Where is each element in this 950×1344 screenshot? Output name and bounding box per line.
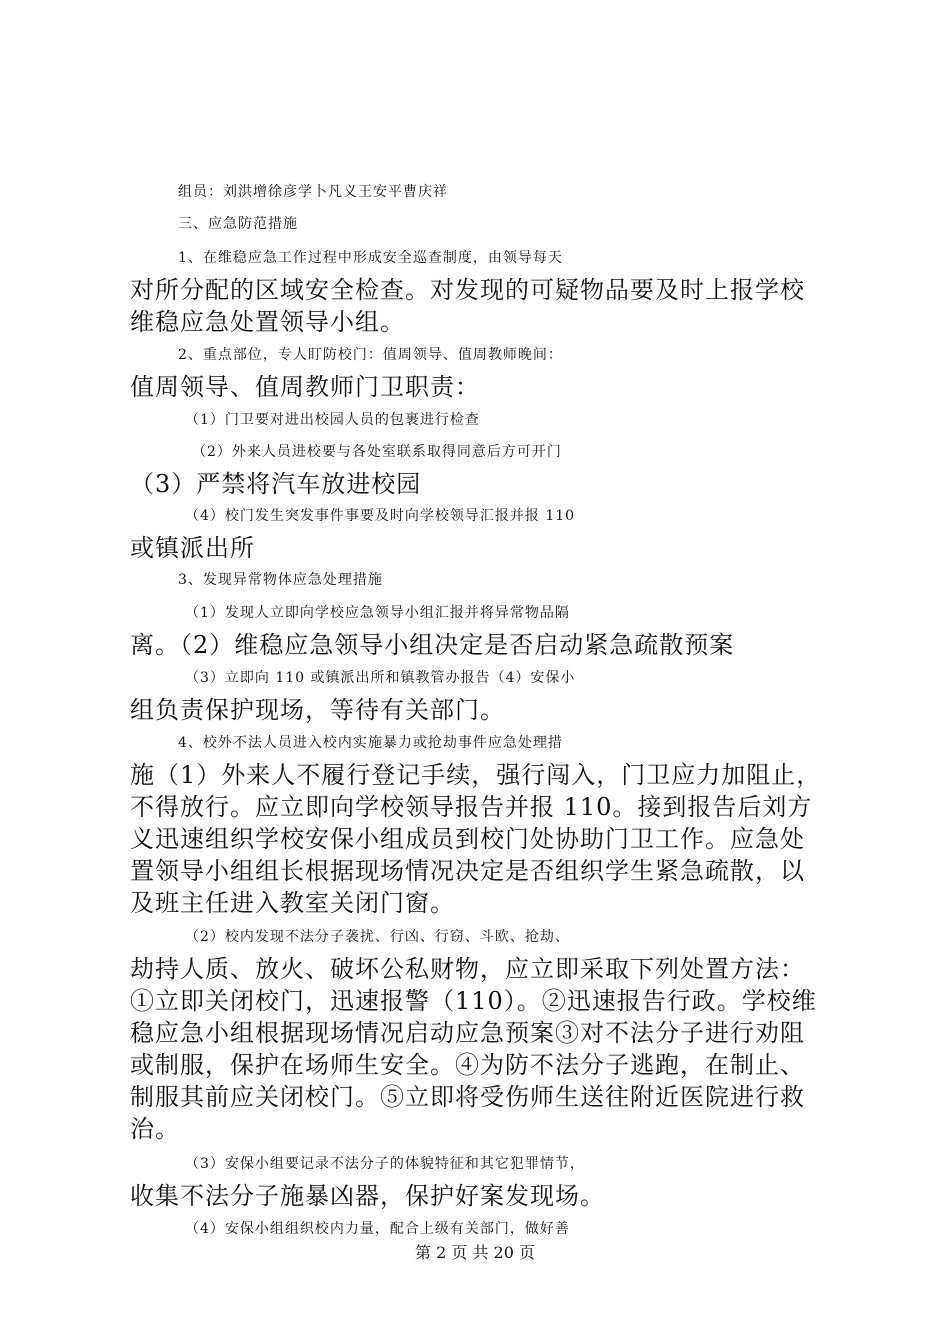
text-line: 离。（2）维稳应急领导小组决定是否启动紧急疏散预案 bbox=[130, 631, 735, 659]
text-line: 1、在维稳应急工作过程中形成安全巡查制度，由领导每天 bbox=[178, 250, 563, 266]
text-line: 组员：刘洪增徐彦学卜凡义王安平曹庆祥 bbox=[178, 184, 448, 200]
text-line: 收集不法分子施暴凶器，保护好案发现场。 bbox=[130, 1182, 605, 1210]
text-line: （2）外来人员进校要与各处室联系取得同意后方可开门 bbox=[192, 444, 562, 460]
text-line: 不得放行。应立即向学校领导报告并报 110。接到报告后刘方 bbox=[130, 793, 813, 821]
text-line: 值周领导、值周教师门卫职责： bbox=[130, 373, 480, 401]
text-line: （4）安保小组组织校内力量，配合上级有关部门，做好善 bbox=[185, 1221, 570, 1237]
section-heading: 3、发现异常物体应急处理措施 bbox=[178, 572, 383, 588]
text-line: 维稳应急处置领导小组。 bbox=[130, 308, 405, 336]
text-line: （4）校门发生突发事件事要及时向学校领导汇报并报 110 bbox=[185, 508, 576, 524]
section-heading: 三、应急防范措施 bbox=[178, 216, 298, 232]
text-line: 施（1）外来人不履行登记手续，强行闯入，门卫应力加阻止， bbox=[130, 761, 822, 789]
text-line: 对所分配的区域安全检查。对发现的可疑物品要及时上报学校 bbox=[130, 276, 805, 304]
text-line: （1）门卫要对进出校园人员的包裹进行检查 bbox=[185, 412, 480, 428]
text-line: 组负责保护现场，等待有关部门。 bbox=[130, 696, 505, 724]
text-line: 治。 bbox=[130, 1115, 180, 1143]
text-line: 置领导小组组长根据现场情况决定是否组织学生紧急疏散，以 bbox=[130, 857, 805, 885]
text-line: 稳应急小组根据现场情况启动应急预案③对不法分子进行劝阻 bbox=[130, 1019, 805, 1047]
text-line: ①立即关闭校门，迅速报警（110）。②迅速报告行政。学校维 bbox=[130, 987, 817, 1015]
text-line: 或镇派出所 bbox=[130, 534, 255, 562]
page-footer: 第 2 页 共 20 页 bbox=[415, 1243, 535, 1262]
text-line: （3）安保小组要记录不法分子的体貌特征和其它犯罪情节， bbox=[185, 1156, 585, 1172]
text-line: （2）校内发现不法分子袭扰、行凶、行窃、斗欧、抢劫、 bbox=[185, 929, 570, 945]
text-line: 或制服，保护在场师生安全。④为防不法分子逃跑，在制止、 bbox=[130, 1051, 805, 1079]
section-heading: 4、校外不法人员进入校内实施暴力或抢劫事件应急处理措 bbox=[178, 735, 563, 751]
text-line: （3）严禁将汽车放进校园 bbox=[130, 470, 422, 498]
text-line: （3）立即向 110 或镇派出所和镇教管办报告（4）安保小 bbox=[185, 670, 576, 686]
text-line: 2、重点部位，专人盯防校门：值周领导、值周教师晚间： bbox=[178, 347, 563, 363]
text-line: 制服其前应关闭校门。⑤立即将受伤师生送往附近医院进行救 bbox=[130, 1083, 805, 1111]
text-line: 义迅速组织学校安保小组成员到校门处协助门卫工作。应急处 bbox=[130, 825, 805, 853]
text-line: 及班主任进入教室关闭门窗。 bbox=[130, 889, 455, 917]
text-line: 劫持人质、放火、破坏公私财物，应立即采取下列处置方法： bbox=[130, 955, 805, 983]
text-line: （1）发现人立即向学校应急领导小组汇报并将异常物品隔 bbox=[185, 605, 570, 621]
